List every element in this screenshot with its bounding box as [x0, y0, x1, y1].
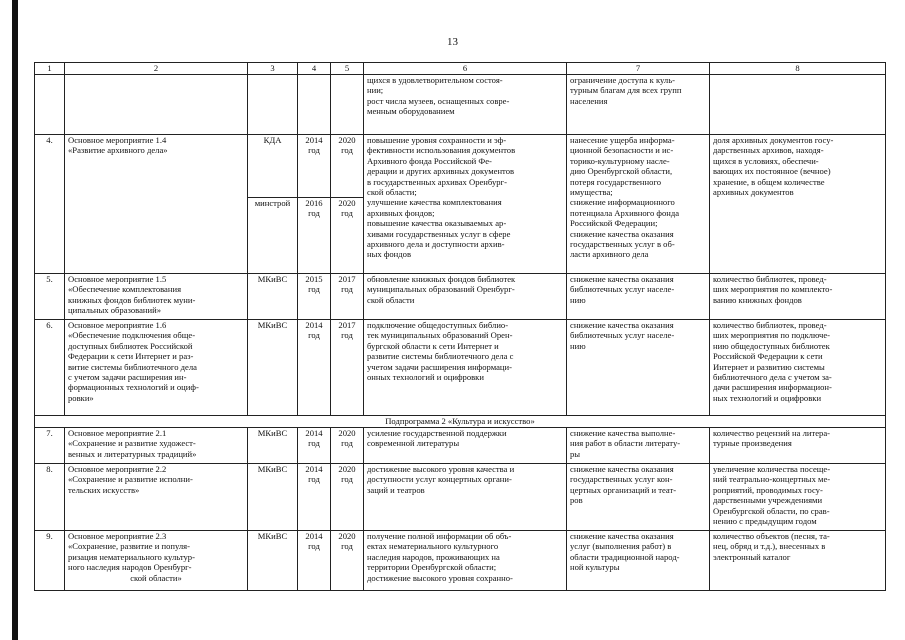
executor-cell: КДА — [248, 135, 298, 198]
indicator-cell: количество рецензий на литера- турные произведения — [710, 428, 886, 464]
start-year-cell: 2015 год — [298, 274, 331, 320]
measures-table — [34, 62, 886, 591]
measure-name-cell: Основное мероприятие 1.6 «Обеспечение подключения обще- доступных библиотек Российской Федерации к сети Интернет и раз- витие системы библиотечного дела с учетом задачи расширения ин- формационных технологий и оциф- ровки» — [65, 320, 248, 416]
row-number: 8. — [35, 464, 65, 531]
expected-result-cell: щихся в удовлетворительном состоя- нии; рост числа музеев, оснащенных совре- менным оборудованием — [364, 75, 567, 135]
expected-result-cell: обновление книжных фондов библиотек муниципальных образований Оренбург- ской области — [364, 274, 567, 320]
executor-cell: минстрой — [248, 198, 298, 274]
col-number: 8 — [710, 63, 886, 75]
table-row-7 — [35, 428, 886, 464]
end-year-cell: 2020 год — [331, 198, 364, 274]
col-number: 5 — [331, 63, 364, 75]
end-year-cell: 2017 год — [331, 274, 364, 320]
end-year-cell: 2020 год — [331, 428, 364, 464]
subprogram-row — [35, 416, 886, 428]
expected-result-cell: повышение уровня сохранности и эф- фективности использования документов Архивного фонда Российской Фе- дерации и других архивных документов в государственных архивах Оренбург- ской области; улучшение качества комплектования архивных фондов; повышение качества оказываемых ар- хивами государственных услуг в сфере архивного дела и доступности архив- ных фондов — [364, 135, 567, 274]
start-year-cell: 2014 год — [298, 135, 331, 198]
end-year-cell: 2020 год — [331, 135, 364, 198]
row-number: 4. — [35, 135, 65, 274]
subprogram-title: Подпрограмма 2 «Культура и искусство» — [35, 416, 886, 428]
expected-result-cell: достижение высокого уровня качества и доступности услуг концертных органи- заций и театров — [364, 464, 567, 531]
start-year-cell: 2014 год — [298, 464, 331, 531]
executor-cell: МКиВС — [248, 428, 298, 464]
start-year-cell: 2014 год — [298, 320, 331, 416]
table-row-8 — [35, 464, 886, 531]
col-number: 4 — [298, 63, 331, 75]
end-year-cell: 2020 год — [331, 464, 364, 531]
expected-result-cell: усиление государственной поддержки современной литературы — [364, 428, 567, 464]
executor-cell: МКиВС — [248, 464, 298, 531]
consequence-cell: нанесение ущерба информа- ционной безопасности и ис- торико-культурному насле- дию Оренбургской области, потеря государственного имущества; снижение информационного потенциала Архивного фонда Российской Федерации; снижение качества оказания государственных услуг в об- ласти архивного дела — [567, 135, 710, 274]
page-number: 13 — [447, 36, 458, 48]
start-year-cell: 2014 год — [298, 531, 331, 591]
consequence-cell: снижение качества выполне- ния работ в области литерату- ры — [567, 428, 710, 464]
expected-result-cell: получение полной информации об объ- ектах нематериального культурного наследия народов, проживающих на территории Оренбургской области; достижение высокого уровня сохранно- — [364, 531, 567, 591]
start-year-cell: 2014 год — [298, 428, 331, 464]
col-number: 3 — [248, 63, 298, 75]
measure-name-cell: Основное мероприятие 2.1 «Сохранение и развитие художест- венных и литературных традиций» — [65, 428, 248, 464]
end-year-cell: 2020 год — [331, 531, 364, 591]
indicator-cell: количество библиотек, провед- ших мероприятия по подключе- нию общедоступных библиотек Российской Федерации к сети Интернет и развитию системы библиотечного дела с учетом за- дачи расширения информацион- ных технологий и оцифровки — [710, 320, 886, 416]
end-year-cell: 2017 год — [331, 320, 364, 416]
row-number: 5. — [35, 274, 65, 320]
start-year-cell: 2016 год — [298, 198, 331, 274]
indicator-cell: количество объектов (песня, та- нец, обряд и т.д.), внесенных в электронный каталог — [710, 531, 886, 591]
row-number: 6. — [35, 320, 65, 416]
col-number: 2 — [65, 63, 248, 75]
table-row-continuation — [35, 75, 886, 135]
scan-edge-bar — [12, 0, 18, 640]
measure-name-cell: Основное мероприятие 1.4 «Развитие архивного дела» — [65, 135, 248, 274]
table-row-4 — [35, 135, 886, 198]
indicator-cell: количество библиотек, провед- ших мероприятия по комплекто- ванию книжных фондов — [710, 274, 886, 320]
consequence-cell: ограничение доступа к куль- турным благам для всех групп населения — [567, 75, 710, 135]
consequence-cell: снижение качества оказания услуг (выполнения работ) в области традиционной народ- ной культуры — [567, 531, 710, 591]
executor-cell: МКиВС — [248, 531, 298, 591]
table-row-5 — [35, 274, 886, 320]
measure-name-cell: Основное мероприятие 2.3 «Сохранение, развитие и популя- ризация нематериального культур- ного наследия народов Оренбург- ской области» — [65, 531, 248, 591]
executor-cell: МКиВС — [248, 274, 298, 320]
measure-name-cell: Основное мероприятие 1.5 «Обеспечение комплектования книжных фондов библиотек муни- ципальных образований» — [65, 274, 248, 320]
consequence-cell: снижение качества оказания библиотечных услуг населе- нию — [567, 320, 710, 416]
executor-cell: МКиВС — [248, 320, 298, 416]
table-row-9 — [35, 531, 886, 591]
indicator-cell: доля архивных документов госу- дарственных архивов, находя- щихся в условиях, обеспечи- вающих их постоянное (вечное) хранение, в общем количестве архивных документов — [710, 135, 886, 274]
indicator-cell: увеличение количества посеще- ний театрально-концертных ме- роприятий, проводимых госу- дарственными учреждениями Оренбургской области, по срав- нению с предыдущим годом — [710, 464, 886, 531]
table-row-6 — [35, 320, 886, 416]
col-number: 6 — [364, 63, 567, 75]
consequence-cell: снижение качества оказания библиотечных услуг населе- нию — [567, 274, 710, 320]
row-number: 9. — [35, 531, 65, 591]
col-number: 1 — [35, 63, 65, 75]
consequence-cell: снижение качества оказания государственных услуг кон- цертных организаций и теат- ров — [567, 464, 710, 531]
measure-name-cell: Основное мероприятие 2.2 «Сохранение и развитие исполни- тельских искусств» — [65, 464, 248, 531]
col-number: 7 — [567, 63, 710, 75]
column-numbers-row — [35, 63, 886, 75]
row-number: 7. — [35, 428, 65, 464]
expected-result-cell: подключение общедоступных библио- тек муниципальных образований Орен- бургской области к сети Интернет и развитие системы библиотечного дела с учетом задачи расширения информаци- онных технологий и оцифровки — [364, 320, 567, 416]
